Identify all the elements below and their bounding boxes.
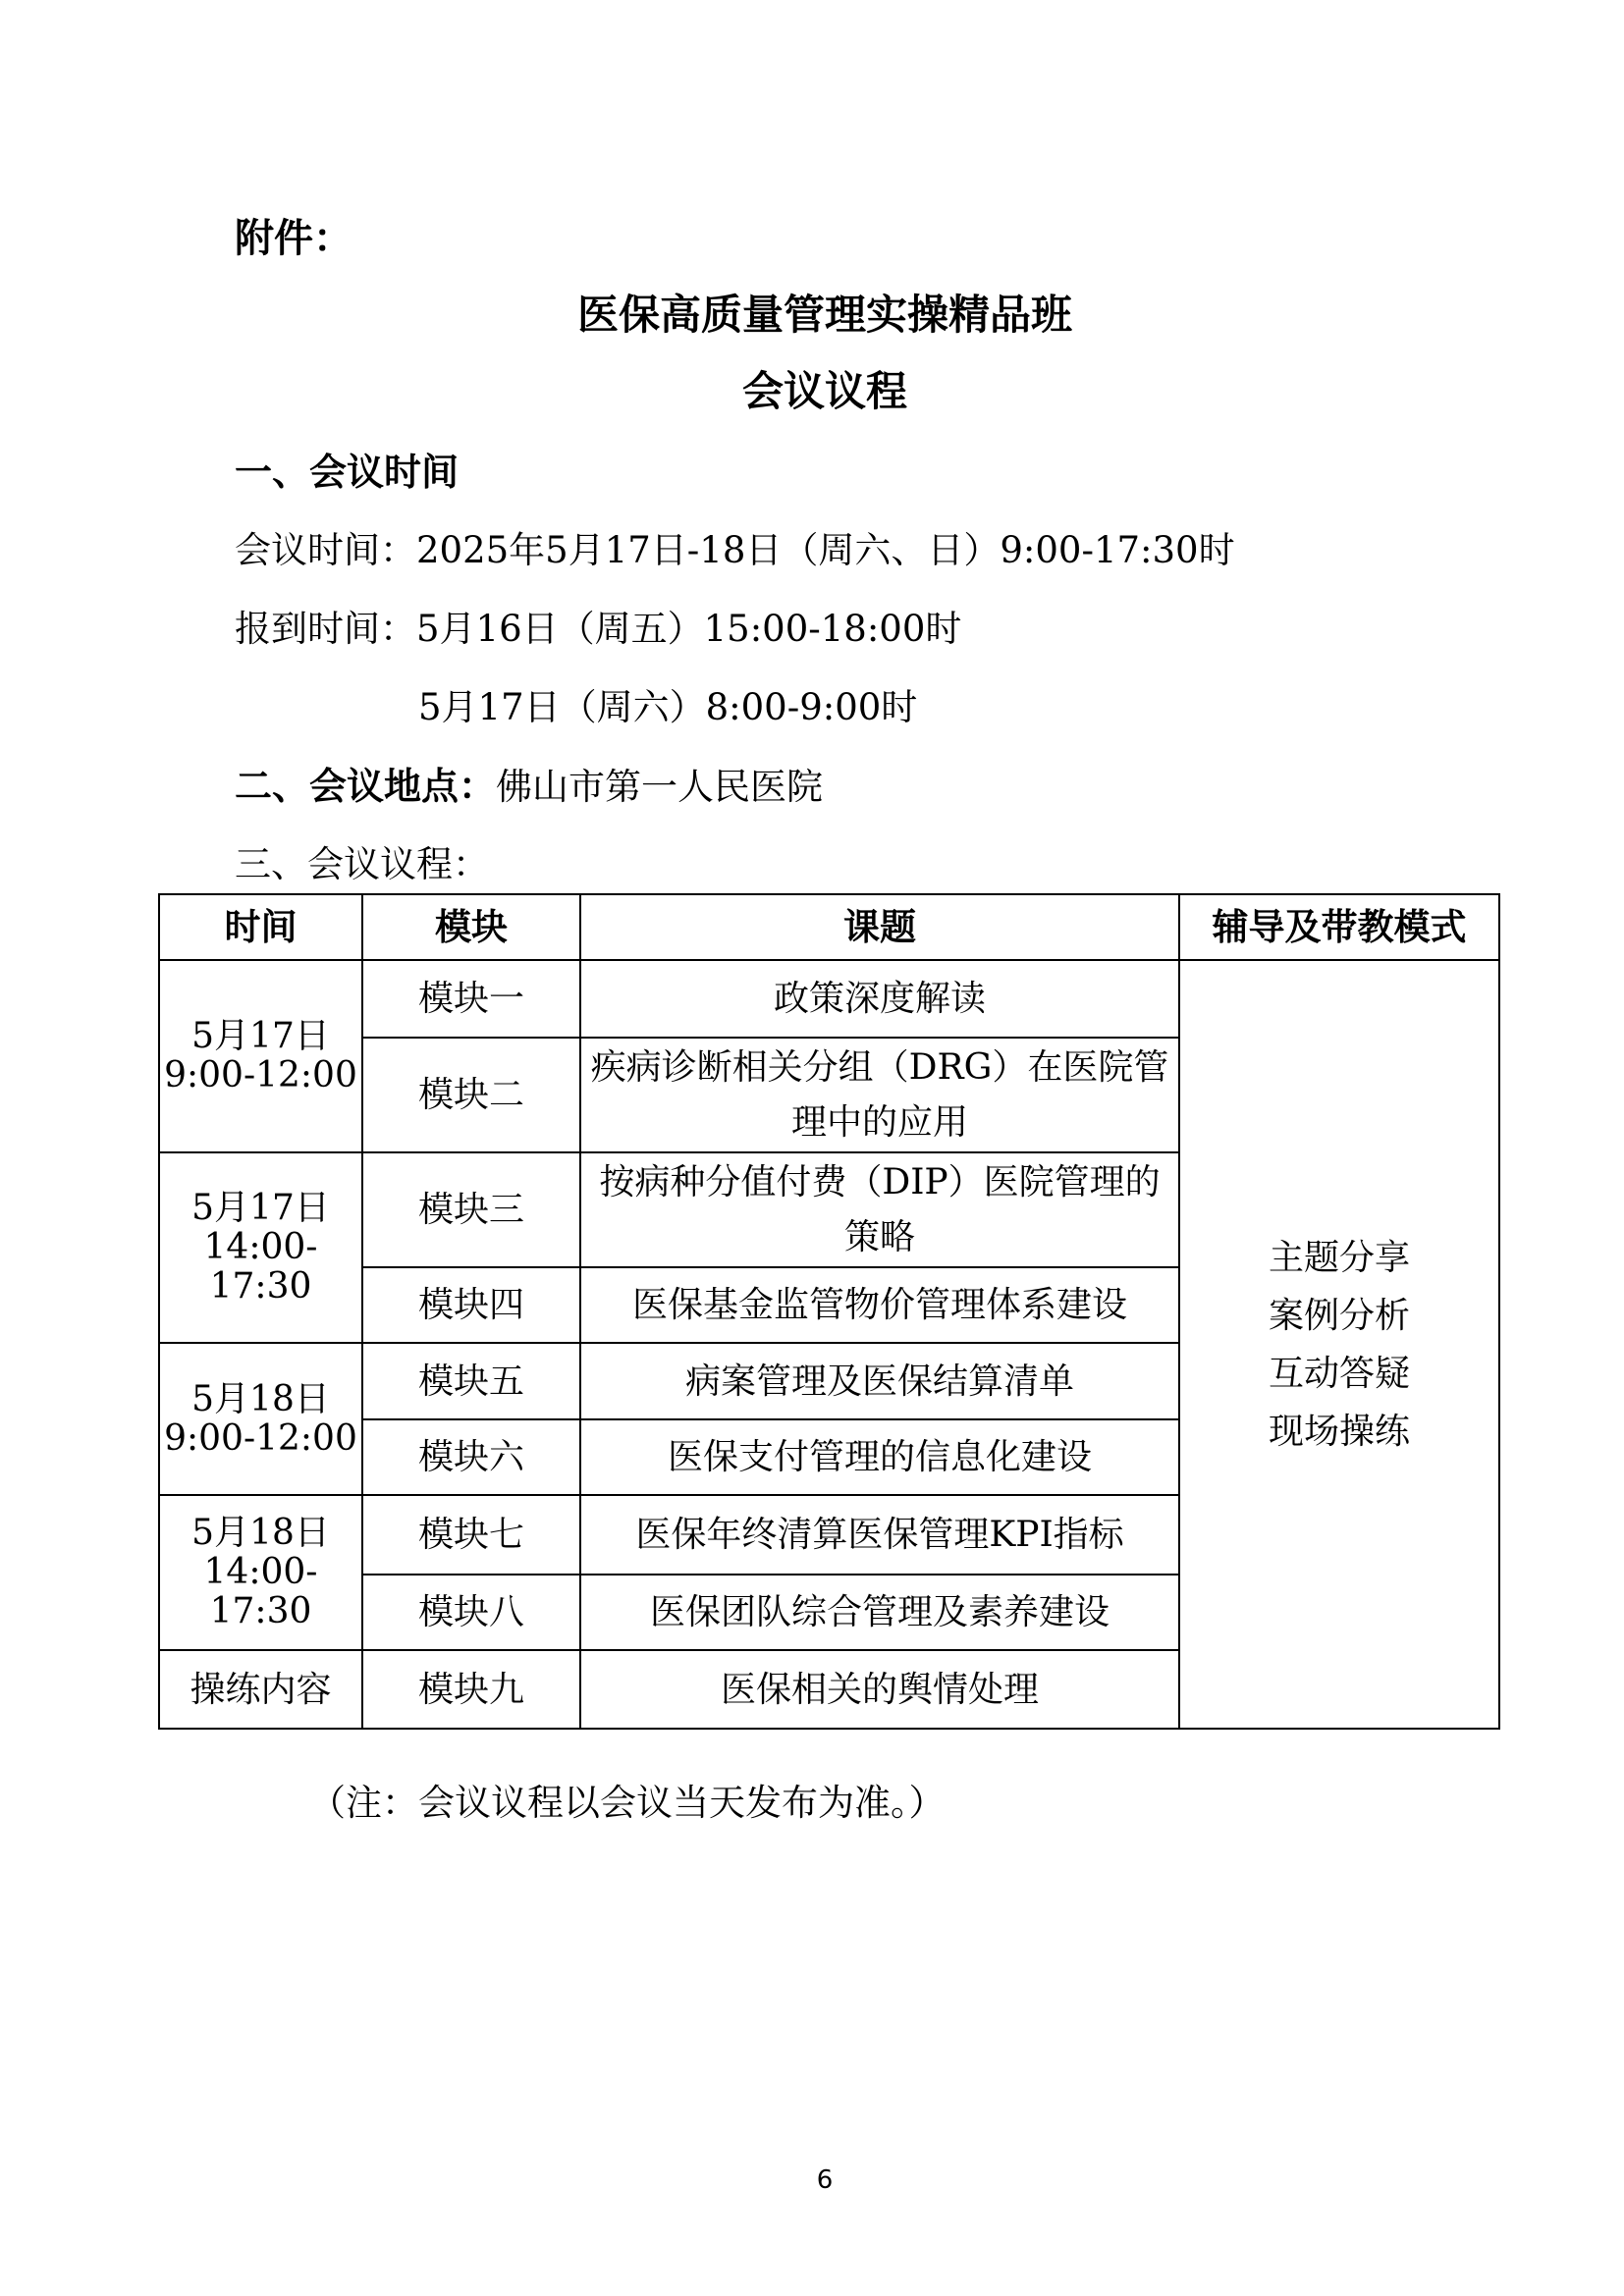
time-cell — [159, 1495, 362, 1650]
meeting-time: 会议时间：2025年5月17日-18日（周六、日）9:00-17:30时 — [235, 529, 1235, 571]
agenda-note: （注：会议议程以会议当天发布为准。） — [309, 1782, 946, 1824]
document-subtitle: 会议议程 — [741, 367, 907, 415]
module-cell: 模块三 — [362, 1152, 580, 1267]
annex-label: 附件： — [235, 215, 352, 261]
mode-cell — [1179, 960, 1499, 1729]
topic-cell: 医保支付管理的信息化建设 — [580, 1419, 1179, 1495]
table-header-row — [159, 894, 1499, 960]
agenda-table — [158, 893, 1500, 1730]
time-cell: 操练内容 — [159, 1650, 362, 1729]
topic-cell: 医保团队综合管理及素养建设 — [580, 1575, 1179, 1650]
module-cell: 模块二 — [362, 1038, 580, 1152]
time-date: 5月17日 — [191, 1188, 330, 1228]
time-cell — [159, 1152, 362, 1343]
time-date: 5月18日 — [191, 1513, 330, 1553]
mode-line: 现场操练 — [1268, 1411, 1410, 1452]
page-number: 6 — [816, 2165, 834, 2195]
module-cell: 模块九 — [362, 1650, 580, 1729]
table-row — [159, 960, 1499, 1038]
module-cell: 模块四 — [362, 1267, 580, 1343]
time-date: 5月17日 — [191, 1016, 330, 1056]
header-module: 模块 — [362, 894, 580, 960]
topic-cell: 病案管理及医保结算清单 — [580, 1343, 1179, 1419]
header-mode: 辅导及带教模式 — [1179, 894, 1499, 960]
section1-heading: 一、会议时间 — [235, 450, 460, 494]
venue: 佛山市第一人民医院 — [496, 766, 824, 808]
time-cell — [159, 960, 362, 1152]
time-date: 5月18日 — [191, 1378, 330, 1419]
header-topic: 课题 — [580, 894, 1179, 960]
header-time: 时间 — [159, 894, 362, 960]
topic-cell — [580, 1038, 1179, 1152]
time-cell — [159, 1343, 362, 1495]
mode-line: 案例分析 — [1268, 1295, 1410, 1336]
time-range: 9:00-12:00 — [164, 1417, 357, 1459]
time-range: 9:00-12:00 — [164, 1055, 357, 1095]
module-cell: 模块一 — [362, 960, 580, 1038]
topic-line: 理中的应用 — [790, 1101, 968, 1143]
mode-line: 主题分享 — [1268, 1237, 1410, 1278]
section2-label: 二、会议地点： — [235, 764, 497, 808]
topic-cell: 医保基金监管物价管理体系建设 — [580, 1267, 1179, 1343]
topic-cell: 政策深度解读 — [580, 960, 1179, 1038]
topic-cell — [580, 1152, 1179, 1267]
module-cell: 模块五 — [362, 1343, 580, 1419]
registration-time-1: 报到时间：5月16日（周五）15:00-18:00时 — [235, 608, 962, 650]
mode-line: 互动答疑 — [1268, 1353, 1410, 1394]
time-range: 14:00-17:30 — [203, 1227, 318, 1307]
registration-time-2: 5月17日（周六）8:00-9:00时 — [418, 686, 918, 728]
section2-heading — [235, 764, 824, 808]
module-cell: 模块六 — [362, 1419, 580, 1495]
module-cell: 模块七 — [362, 1495, 580, 1575]
section3-heading: 三、会议议程： — [235, 843, 489, 885]
time-range: 14:00-17:30 — [203, 1552, 318, 1631]
topic-line: 策略 — [843, 1216, 915, 1257]
topic-line: 疾病诊断相关分组（DRG）在医院管 — [590, 1046, 1169, 1088]
module-cell: 模块八 — [362, 1575, 580, 1650]
topic-cell: 医保相关的舆情处理 — [580, 1650, 1179, 1729]
topic-line: 按病种分值付费（DIP）医院管理的 — [599, 1161, 1161, 1202]
topic-cell: 医保年终清算医保管理KPI指标 — [580, 1495, 1179, 1575]
document-title: 医保高质量管理实操精品班 — [576, 291, 1072, 339]
